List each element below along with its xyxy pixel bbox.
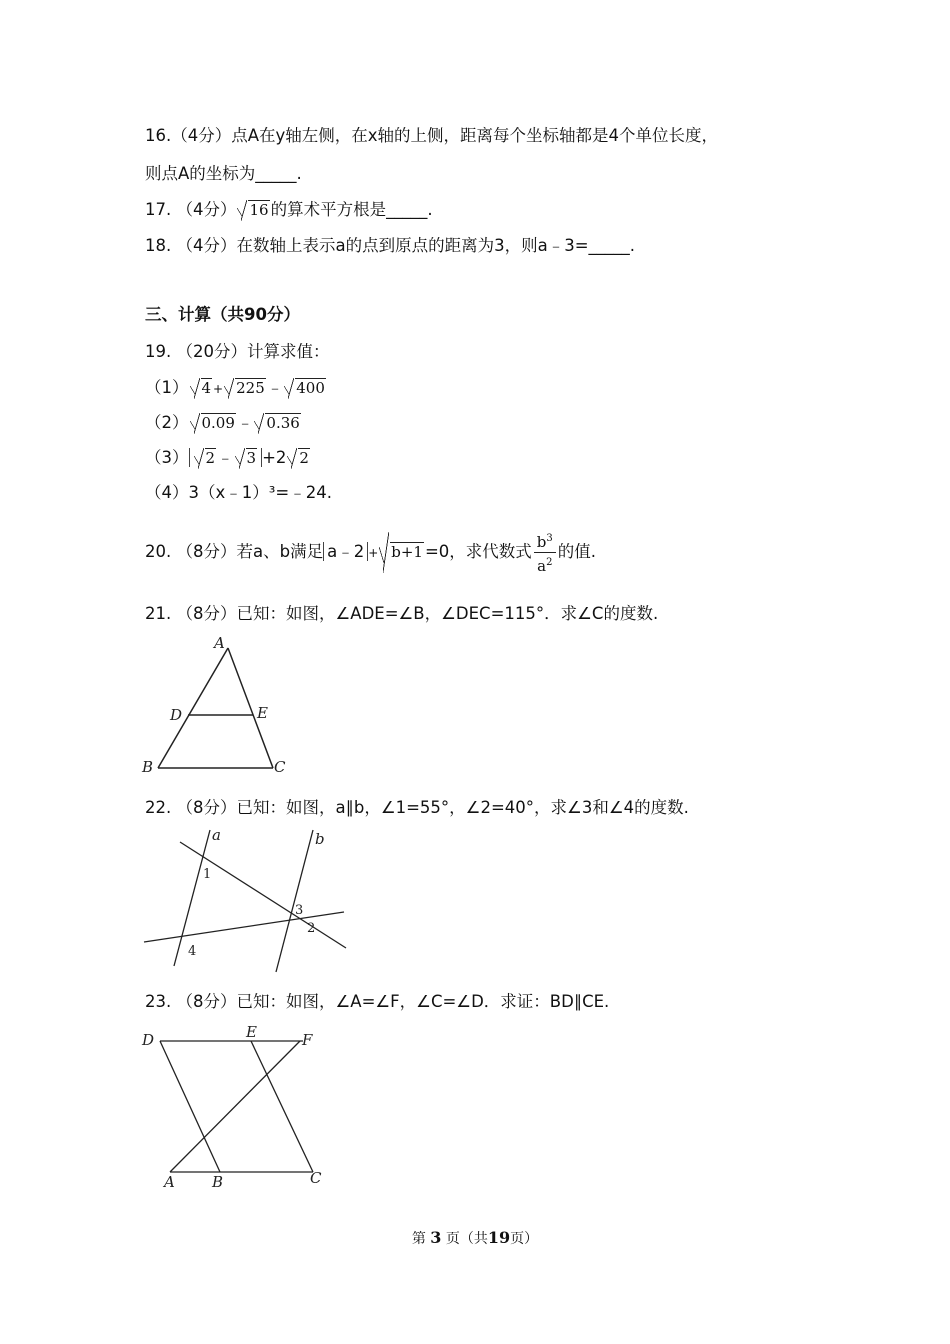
sqrt-symbol xyxy=(237,198,269,222)
q23-text: 23. （8分）已知：如图，∠A=∠F，∠C=∠D．求证：BD∥CE. xyxy=(145,992,610,1011)
footer-post: 页） xyxy=(510,1231,539,1247)
minus-sign: ﹣ xyxy=(266,378,284,397)
vertex-label-c: C xyxy=(274,758,286,776)
q20-suffix: 的值. xyxy=(557,542,597,561)
page-footer xyxy=(0,1228,950,1248)
radicand: b+1 xyxy=(391,543,423,561)
plus-sign: + xyxy=(213,382,224,396)
vertex-label-d: D xyxy=(142,1031,155,1049)
angle-label-1: 1 xyxy=(203,867,212,882)
q16-line2: 则点A的坐标为_____. xyxy=(145,164,302,183)
q20-prefix: 20. （8分）若a、b满足 xyxy=(145,542,324,561)
footer-total-pages: 19 xyxy=(487,1228,511,1247)
minus-sign: ﹣ xyxy=(236,413,254,432)
fraction-denominator: $a^2$ xyxy=(537,557,553,575)
sqrt-symbol xyxy=(190,411,236,435)
radicand: 3 xyxy=(246,449,257,467)
line-label-b: b xyxy=(315,830,325,848)
q17 xyxy=(145,198,433,222)
sqrt-symbol xyxy=(284,376,326,400)
vertex-label-d: D xyxy=(170,706,183,724)
q19-part2 xyxy=(145,411,302,435)
radicand: 225 xyxy=(236,379,265,397)
radicand: 0.36 xyxy=(266,414,300,432)
q17-radicand: 16 xyxy=(249,201,269,219)
sqrt-symbol xyxy=(224,376,266,400)
q21-text: 21. （8分）已知：如图，∠ADE=∠B，∠DEC=115°．求∠C的度数. xyxy=(145,604,659,623)
vertex-label-b: B xyxy=(142,758,154,776)
sqrt-symbol xyxy=(194,446,217,470)
sqrt-symbol xyxy=(235,446,258,470)
radicand: 4 xyxy=(201,379,212,397)
footer-pre: 第 xyxy=(411,1231,426,1247)
sqrt-symbol xyxy=(287,446,310,470)
q23-figure xyxy=(140,1020,340,1192)
plus-two: +2 xyxy=(262,448,287,467)
q19-stem: 19. （20分）计算求值： xyxy=(145,342,330,361)
radicand: 2 xyxy=(299,449,309,467)
sqrt-symbol xyxy=(254,411,300,435)
q19-p2-label: （2） xyxy=(145,413,189,432)
minus-sign: ﹣ xyxy=(217,448,234,467)
q22-text: 22. （8分）已知：如图，a∥b，∠1=55°，∠2=40°，求∠3和∠4的度数. xyxy=(145,798,689,817)
q19-p3-label: （3） xyxy=(145,448,189,467)
angle-label-2: 2 xyxy=(307,921,316,936)
vertex-label-c: C xyxy=(310,1169,322,1187)
vertex-label-b: B xyxy=(212,1173,224,1191)
absolute-value: a﹣2 xyxy=(323,542,368,561)
q19-part3 xyxy=(145,446,311,470)
q16-line1: 16.（4分）点A在y轴左侧，在x轴的上侧，距离每个坐标轴都是4个单位长度， xyxy=(145,126,719,145)
radicand: 2 xyxy=(205,449,216,467)
footer-page-number: 3 xyxy=(430,1228,442,1247)
fraction xyxy=(534,529,556,576)
vertex-label-e: E xyxy=(246,1023,257,1041)
vertex-label-f: F xyxy=(302,1031,313,1049)
q19-p1-label: （1） xyxy=(145,378,189,397)
q20 xyxy=(145,529,596,576)
sqrt-symbol xyxy=(379,530,424,574)
q21-triangle-figure xyxy=(140,634,300,782)
angle-label-3: 3 xyxy=(295,903,304,918)
q19-part4: （4）3（x﹣1）³=﹣24. xyxy=(145,483,332,502)
footer-mid: 页（共 xyxy=(445,1231,488,1247)
sqrt-symbol xyxy=(190,376,213,400)
q22-parallel-lines-figure xyxy=(140,826,350,976)
radicand: 400 xyxy=(296,379,325,397)
radicand: 0.09 xyxy=(201,414,235,432)
q20-mid: =0，求代数式 xyxy=(424,542,532,561)
line-label-a: a xyxy=(212,826,221,844)
q17-prefix: 17. （4分） xyxy=(145,200,237,219)
vertex-label-a: A xyxy=(164,1173,175,1191)
q18: 18. （4分）在数轴上表示a的点到原点的距离为3，则a﹣3=_____. xyxy=(145,236,636,255)
section-heading: 三、计算（共90分） xyxy=(145,305,300,324)
fraction-numerator: $b^3$ xyxy=(534,529,556,553)
vertex-label-e: E xyxy=(257,704,268,722)
vertex-label-a: A xyxy=(214,634,225,652)
absolute-value xyxy=(189,448,263,467)
plus-sign: + xyxy=(368,546,379,560)
angle-label-4: 4 xyxy=(188,944,197,959)
q19-part1 xyxy=(145,376,327,401)
q17-suffix: 的算术平方根是_____. xyxy=(270,200,433,219)
